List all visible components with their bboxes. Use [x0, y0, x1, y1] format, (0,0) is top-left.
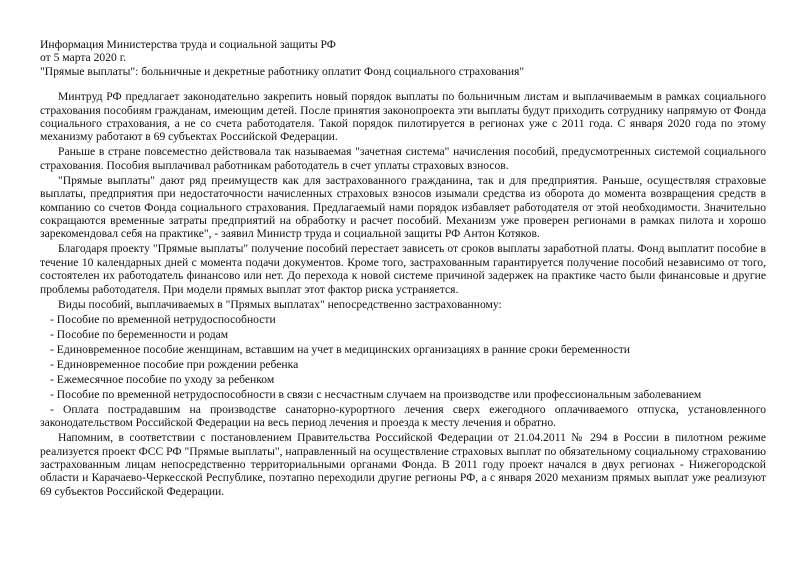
paragraph-intro: Минтруд РФ предлагает законодательно закрепить новый порядок выплаты по больничным листам и выплачиваемым в рамках социального страхования пособиям гражданам, имеющим детей. После принятия законопроекта эти выплаты будут приходить сотруднику напрямую от Фонда социального страхования, а не со счета работодателя. Такой порядок пилотируется в регионах уже с 2011 года. С января 2020 года по этому механизму работают в 69 субъектах Российской Федерации. — [40, 90, 766, 144]
document-page — [40, 38, 766, 500]
header-ministry-line: Информация Министерства труда и социальной защиты РФ — [40, 38, 336, 51]
document-header — [40, 38, 766, 78]
document-body — [40, 90, 766, 498]
paragraph-benefits: "Прямые выплаты" дают ряд преимуществ как для застрахованного гражданина, так и для предприятия. Раньше, осуществляя страховые выплаты, предприятия при недостаточности начисленных страховых взносов изымали средства из оборота до момента возвращения средств в компанию со счетов Фонда социального страхования. Предлагаемый нами порядок избавляет работодателя от этой необходимости. Значительно сокращаются временные затраты предприятий на обработку и расчет пособий. Механизм уже проверен регионами в рамках пилота и хорошо зарекомендовал себя на практике", - заявил Министр труда и социальной защиты РФ Антон Котяков. — [40, 173, 766, 241]
list-item: - Пособие по временной нетрудоспособности в связи с несчастным случаем на производстве или профессиональным заболеванием — [50, 387, 702, 401]
header-title-line: "Прямые выплаты": больничные и декретные работнику оплатит Фонд социального страхования" — [40, 64, 525, 78]
list-item: - Оплата пострадавшим на производстве санаторно-курортного лечения сверх ежегодного оплачиваемого отпуска, установленного законодательством Российской Федерации на весь период лечения и проезда к месту лечения и обратно. — [40, 402, 766, 430]
list-item: - Пособие по временной нетрудоспособности — [50, 312, 276, 326]
header-date-line: от 5 марта 2020 г. — [40, 51, 127, 65]
list-item: - Пособие по беременности и родам — [50, 327, 229, 341]
paragraph-project: Благодаря проекту "Прямые выплаты" получение пособий перестает зависеть от сроков выплаты заработной платы. Фонд выплатит пособие в течение 10 календарных дней с момента подачи документов. Кроме того, застрахованным гарантируется получение пособий независимо от того, состоятелен их работодатель финансово или нет. До перехода к новой системе причиной задержек на практике часто были финансовые и другие проблемы работодателя. При модели прямых выплат этот фактор риска устраняется. — [40, 242, 766, 296]
list-item: - Единовременное пособие при рождении ребенка — [50, 357, 299, 371]
benefits-list — [40, 313, 766, 430]
paragraph-history: Раньше в стране повсеместно действовала так называемая "зачетная система" начисления пособий, предусмотренных системой социального страхования. Пособия выплачивал работникам работодатель в счет уплаты страховых взносов. — [40, 145, 766, 172]
list-item: - Ежемесячное пособие по уходу за ребенком — [50, 372, 275, 386]
paragraph-list-intro: Виды пособий, выплачиваемых в "Прямых выплатах" непосредственно застрахованному: — [58, 297, 502, 311]
paragraph-closing: Напомним, в соответствии с постановлением Правительства Российской Федерации от 21.04.2011 № 294 в России в пилотном режиме реализуется проект ФСС РФ "Прямые выплаты", направленный на осуществление страховых выплат по обязательному социальному страхованию застрахованным лицам непосредственно территориальными органами Фонда. В 2011 году проект начался в двух регионах - Нижегородской области и Карачаево-Черкесской Республике, поэтапно переходили другие регионы РФ, а с января 2020 механизм прямых выплат уже реализуют 69 субъектов Российской Федерации. — [40, 431, 766, 498]
list-item: - Единовременное пособие женщинам, вставшим на учет в медицинских организациях в ранние сроки беременности — [50, 342, 631, 356]
